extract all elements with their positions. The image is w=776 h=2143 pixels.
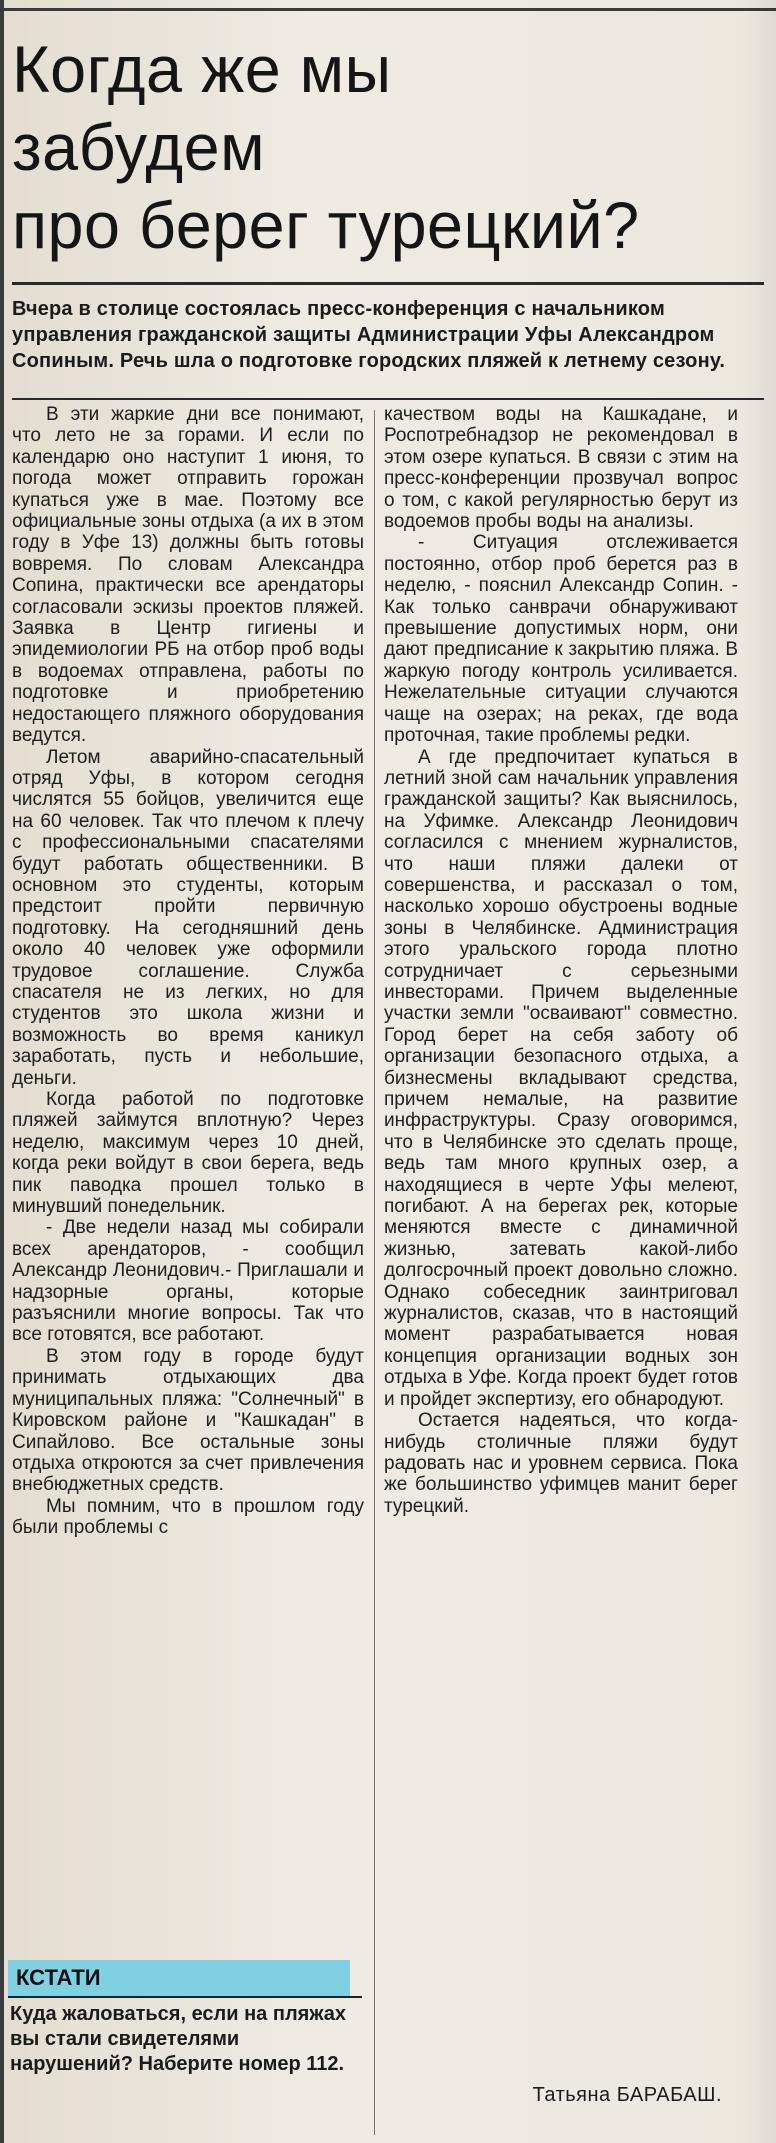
headline-line: про берег турецкий? [12,188,640,262]
left-border-rule [0,0,4,2143]
top-border-rule [0,8,776,11]
paragraph: - Ситуация отслеживается постоянно, отбор проб берется раз в неделю, - пояснил Александр Сопин. - Как только санврачи обнаруживают превышение допустимых норм, они дают предписание к закрытию пляжа. В жаркую погоду контроль усиливается. Нежелательные ситуации случаются чаще на озерах; на реках, где вода проточная, такие проблемы редки. [384,532,738,747]
column-divider [374,410,375,2135]
right-column [384,404,738,1517]
headline-rule [12,282,764,285]
author-first-name: Татьяна [532,2084,611,2106]
paragraph: Летом аварийно-спасательный отряд Уфы, в котором сегодня числятся 55 бойцов, увеличится еще на 60 человек. Так что плечом к плечу с профессиональными спасателями будут работать общественники. В основном это студенты, которым предстоит пройти первичную подготовку. На сегодняшний день около 40 человек уже оформили трудовое соглашение. Служба спасателя не из легких, но для студентов это школа жизни и возможность во время каникул заработать, пусть и небольшие, деньги. [12,746,364,1089]
sidebar-text: Куда жаловаться, если на пляжах вы стали свидетелями нарушений? Наберите номер 112. [10,2003,346,2075]
paragraph: качеством воды на Кашкадане, и Роспотребнадзор не рекомендовал в этом озере купаться. В связи с этим на пресс-конференции прозвучал вопрос о том, с какой регулярностью берут из водоемов пробы воды на анализы. [384,404,738,533]
sidebar-rule [8,1996,362,1998]
paragraph: Остается надеяться, что когда-нибудь столичные пляжи будут радовать нас и уровнем сервиса. Пока же большинство уфимцев манит берег турецкий. [384,1410,738,1517]
author-last-name: БАРАБАШ. [616,2084,722,2106]
paragraph: В эти жаркие дни все понимают, что лето не за горами. И если по календарю оно наступит 1 июня, то погода может отправить горожан купаться уже в мае. Поэтому все официальные зоны отдыха (а их в этом году в Уфе 13) должны быть готовы вовремя. По словам Александра Сопина, практически все арендаторы согласовали эскизы проектов пляжей. Заявка в Центр гигиены и эпидемиологии РБ на отбор проб воды в водоемах отправлена, работы по подготовке и приобретению недостающего пляжного оборудования ведутся. [12,404,364,747]
paragraph: В этом году в городе будут принимать отдыхающих два муниципальных пляжа: "Солнечный" в Кировском районе и "Кашкадан" в Сипайлово. Все остальные зоны отдыха откроются за счет привлечения внебюджетных средств. [12,1345,364,1496]
left-column [12,404,364,1539]
lead-paragraph: Вчера в столице состоялась пресс-конференция с начальником управления гражданской защиты Администрации Уфы Александром Сопиным. Речь шла о подготовке городских пляжей к летнему сезону. [12,298,726,372]
paragraph: - Две недели назад мы собирали всех арендаторов, - сообщил Александр Леонидович.- Приглашали и надзорные органы, которые разъяснили многие вопросы. Так что все готовятся, все работают. [12,1217,364,1346]
author-signature [533,2083,722,2108]
paragraph: А где предпочитает купаться в летний зной сам начальник управления гражданской защиты? Как выяснилось, на Уфимке. Александр Леонидович согласился с мнением журналистов, что наши пляжи далеки от совершенства, и рассказал о том, насколько хорошо обустроены водные зоны в Челябинске. Администрация этого уральского города плотно сотрудничает с серьезными инвесторами. Причем выделенные участки земли "осваивают" совместно. Город берет на себя заботу об организации безопасного отдыха, а бизнесмены вкладывают средства, причем немалые, на развитие инфраструктуры. Сразу оговоримся, что в Челябинске это сделать проще, ведь там много крупных озер, а находящиеся в черте Уфы мелеют, погибают. А на берегах рек, которые меняются вместе с динамичной жизнью, затевать какой-либо долгосрочный проект довольно сложно. Однако собеседник заинтриговал журналистов, сказав, что в настоящий момент разрабатывается новая концепция организации водных зон отдыха в Уфе. Когда проект будет готов и пройдет экспертизу, его обнародуют. [384,746,738,1410]
paragraph: Мы помним, что в прошлом году были проблемы с [12,1495,364,1539]
headline [12,30,747,264]
lead-rule [12,398,764,400]
headline-line: забудем [12,110,266,184]
paragraph: Когда работой по подготовке пляжей займутся вплотную? Через неделю, максимум через 10 дней, когда реки войдут в свои берега, ведь пик паводка прошел только в минувший понедельник. [12,1089,364,1218]
headline-line: Когда же мы [12,32,392,106]
sidebar-label: КСТАТИ [8,1960,350,1996]
